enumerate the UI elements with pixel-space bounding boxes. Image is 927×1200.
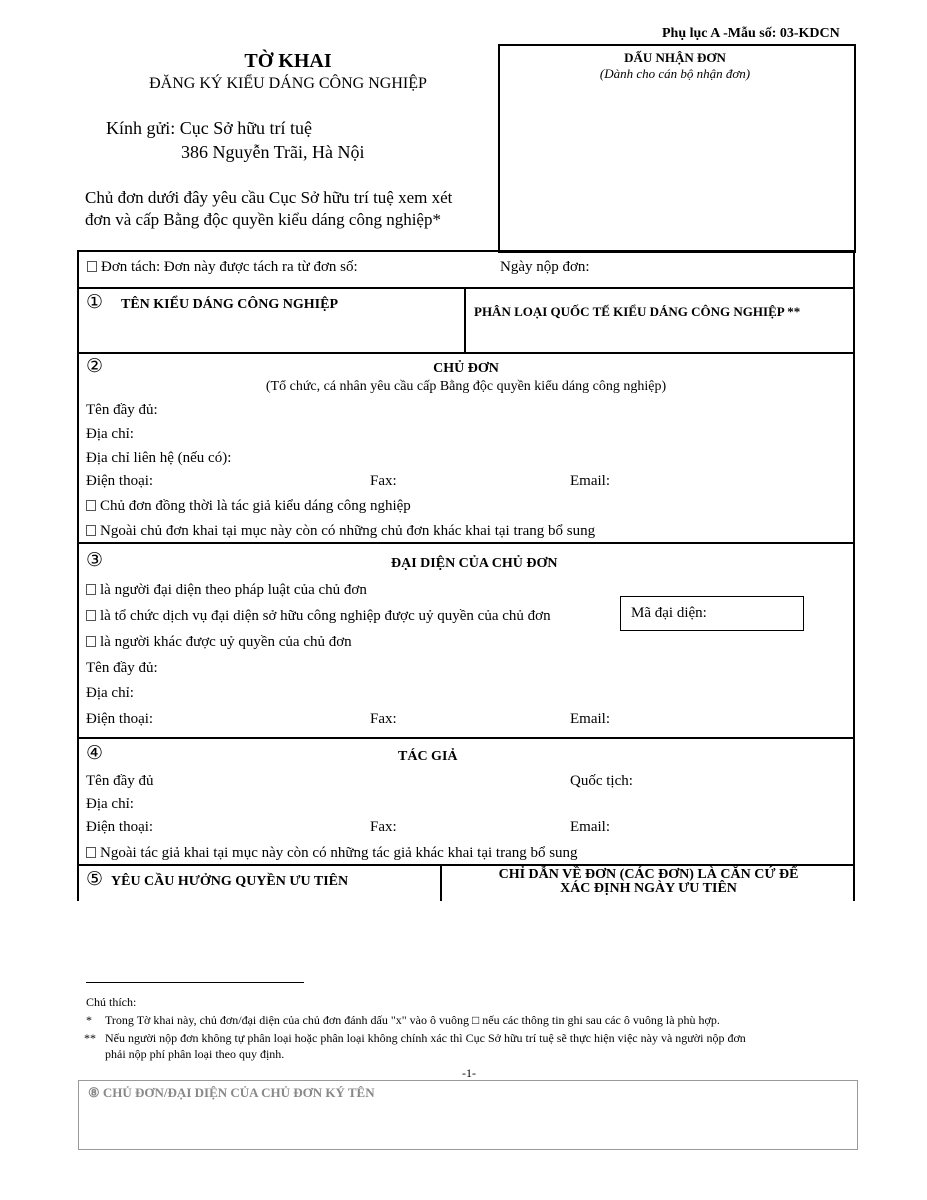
s5-right-line-1: CHỈ DẪN VỀ ĐƠN (CÁC ĐƠN) LÀ CĂN CỨ ĐỂ	[498, 867, 799, 882]
s3-email: Email:	[570, 711, 610, 727]
s3-address: Địa chỉ:	[86, 685, 134, 701]
s2-number: ②	[86, 356, 104, 377]
s4-phone: Điện thoại:	[86, 819, 154, 835]
frame-right	[853, 250, 855, 901]
rep-code-label: Mã đại diện:	[631, 605, 707, 621]
s5-right-title	[442, 868, 855, 896]
request-line-2: đơn và cấp Bằng độc quyền kiểu dáng công nghiệp*	[85, 210, 441, 229]
s8-box	[78, 1080, 858, 1150]
form-subtitle: ĐĂNG KÝ KIỂU DÁNG CÔNG NGHIỆP	[149, 75, 427, 92]
s2-address: Địa chỉ:	[86, 426, 134, 442]
divider-split	[77, 287, 855, 289]
s3-full-name: Tên đầy đủ:	[86, 660, 158, 676]
s4-email: Email:	[570, 819, 610, 835]
s4-number: ④	[86, 743, 104, 764]
s4-fax: Fax:	[370, 819, 397, 835]
rep-code-box[interactable]	[620, 596, 804, 631]
s3-other-checkbox[interactable]	[86, 636, 96, 647]
frame-top	[77, 250, 855, 252]
s4-title: TÁC GIẢ	[398, 749, 458, 764]
s3-option-service	[86, 608, 551, 625]
form-title: TỜ KHAI	[244, 50, 332, 72]
s3-fax: Fax:	[370, 711, 397, 727]
s3-service-checkbox[interactable]	[86, 610, 96, 621]
footnote-rule	[86, 982, 304, 983]
annex-label: Phụ lục A -Mẫu số: 03-KDCN	[662, 26, 840, 41]
note-2-line-2: phải nộp phí phân loại theo quy định.	[105, 1047, 285, 1061]
s1-title: TÊN KIỂU DÁNG CÔNG NGHIỆP	[121, 297, 339, 312]
frame-left	[77, 250, 79, 901]
s2-fax: Fax:	[370, 473, 397, 489]
s3-option-legal-label: là người đại diện theo pháp luật của chủ đơn	[100, 582, 367, 598]
divider-s3	[77, 737, 855, 739]
s3-title: ĐẠI DIỆN CỦA CHỦ ĐƠN	[391, 556, 558, 571]
s3-option-other	[86, 634, 352, 651]
note-2-line-1: Nếu người nộp đơn không tự phân loại hoặc phân loại không chính xác thì Cục Sở hữu trí tuệ sẽ thực hiện việc này và người nộp đơn	[105, 1031, 746, 1045]
s3-phone: Điện thoại:	[86, 711, 154, 727]
s5-title: YÊU CẦU HƯỞNG QUYỀN ƯU TIÊN	[111, 874, 349, 889]
stamp-box	[498, 44, 856, 253]
s2-option-author-label: Chủ đơn đồng thời là tác giả kiểu dáng công nghiệp	[100, 498, 411, 514]
s4-other-checkbox[interactable]	[86, 847, 96, 858]
s4-option-other-label: Ngoài tác giả khai tại mục này còn có những tác giả khác khai tại trang bổ sung	[100, 845, 578, 861]
split-label: Đơn tách: Đơn này được tách ra từ đơn số:	[101, 259, 358, 275]
split-date-label: Ngày nộp đơn:	[500, 259, 590, 275]
s4-nationality: Quốc tịch:	[570, 773, 633, 789]
s2-contact-address: Địa chỉ liên hệ (nếu có):	[86, 450, 232, 466]
s3-option-legal	[86, 582, 367, 599]
s2-title: CHỦ ĐƠN	[433, 361, 499, 376]
recipient-line-2: 386 Nguyễn Trãi, Hà Nội	[181, 142, 365, 162]
s5-number: ⑤	[86, 869, 104, 890]
split-checkbox[interactable]	[87, 261, 97, 272]
s2-author-checkbox[interactable]	[86, 500, 96, 511]
divider-s4	[77, 864, 855, 866]
s3-legal-checkbox[interactable]	[86, 584, 96, 595]
s1-number: ①	[86, 292, 104, 313]
split-row	[87, 259, 358, 276]
s3-option-other-label: là người khác được uỷ quyền của chủ đơn	[100, 634, 352, 650]
form-header	[78, 50, 498, 93]
s3-number: ③	[86, 550, 104, 571]
note-1-mark: *	[86, 1013, 92, 1027]
s2-subtitle: (Tổ chức, cá nhân yêu cầu cấp Bằng độc quyền kiểu dáng công nghiệp)	[265, 379, 667, 394]
request-line-1: Chủ đơn dưới đây yêu cầu Cục Sở hữu trí tuệ xem xét	[85, 188, 453, 207]
stamp-note: (Dành cho cán bộ nhận đơn)	[599, 66, 751, 81]
s4-full-name: Tên đầy đủ	[86, 773, 154, 789]
recipient-line-1: Kính gửi: Cục Sở hữu trí tuệ	[106, 118, 313, 138]
s1-class-title: PHÂN LOẠI QUỐC TẾ KIỂU DÁNG CÔNG NGHIỆP **	[474, 304, 801, 319]
s2-other-checkbox[interactable]	[86, 525, 96, 536]
divider-s1	[77, 352, 855, 354]
s2-phone: Điện thoại:	[86, 473, 154, 489]
s2-email: Email:	[570, 473, 610, 489]
s1-divider	[464, 287, 466, 353]
page-number: -1-	[462, 1066, 476, 1080]
s2-option-other-label: Ngoài chủ đơn khai tại mục này còn có những chủ đơn khác khai tại trang bổ sung	[100, 523, 596, 539]
notes-heading: Chú thích:	[86, 995, 137, 1009]
stamp-title: DẤU NHẬN ĐƠN	[624, 50, 726, 65]
s3-option-service-label: là tổ chức dịch vụ đại diện sở hữu công nghiệp được uỷ quyền của chủ đơn	[100, 608, 551, 624]
s4-option-other	[86, 845, 578, 862]
note-2-mark: **	[84, 1031, 96, 1045]
s2-option-other	[86, 523, 595, 540]
divider-s2	[77, 542, 855, 544]
s2-option-author	[86, 498, 411, 515]
s8-title: ⑧ CHỦ ĐƠN/ĐẠI DIỆN CỦA CHỦ ĐƠN KÝ TÊN	[88, 1085, 375, 1100]
s4-address: Địa chỉ:	[86, 796, 134, 812]
s2-full-name: Tên đầy đủ:	[86, 402, 158, 418]
note-1: Trong Tờ khai này, chủ đơn/đại diện của chủ đơn đánh dấu "x" vào ô vuông □ nếu các thông tin ghi sau các ô vuông là phù hợp.	[105, 1013, 720, 1027]
s5-right-line-2: XÁC ĐỊNH NGÀY ƯU TIÊN	[560, 881, 737, 896]
